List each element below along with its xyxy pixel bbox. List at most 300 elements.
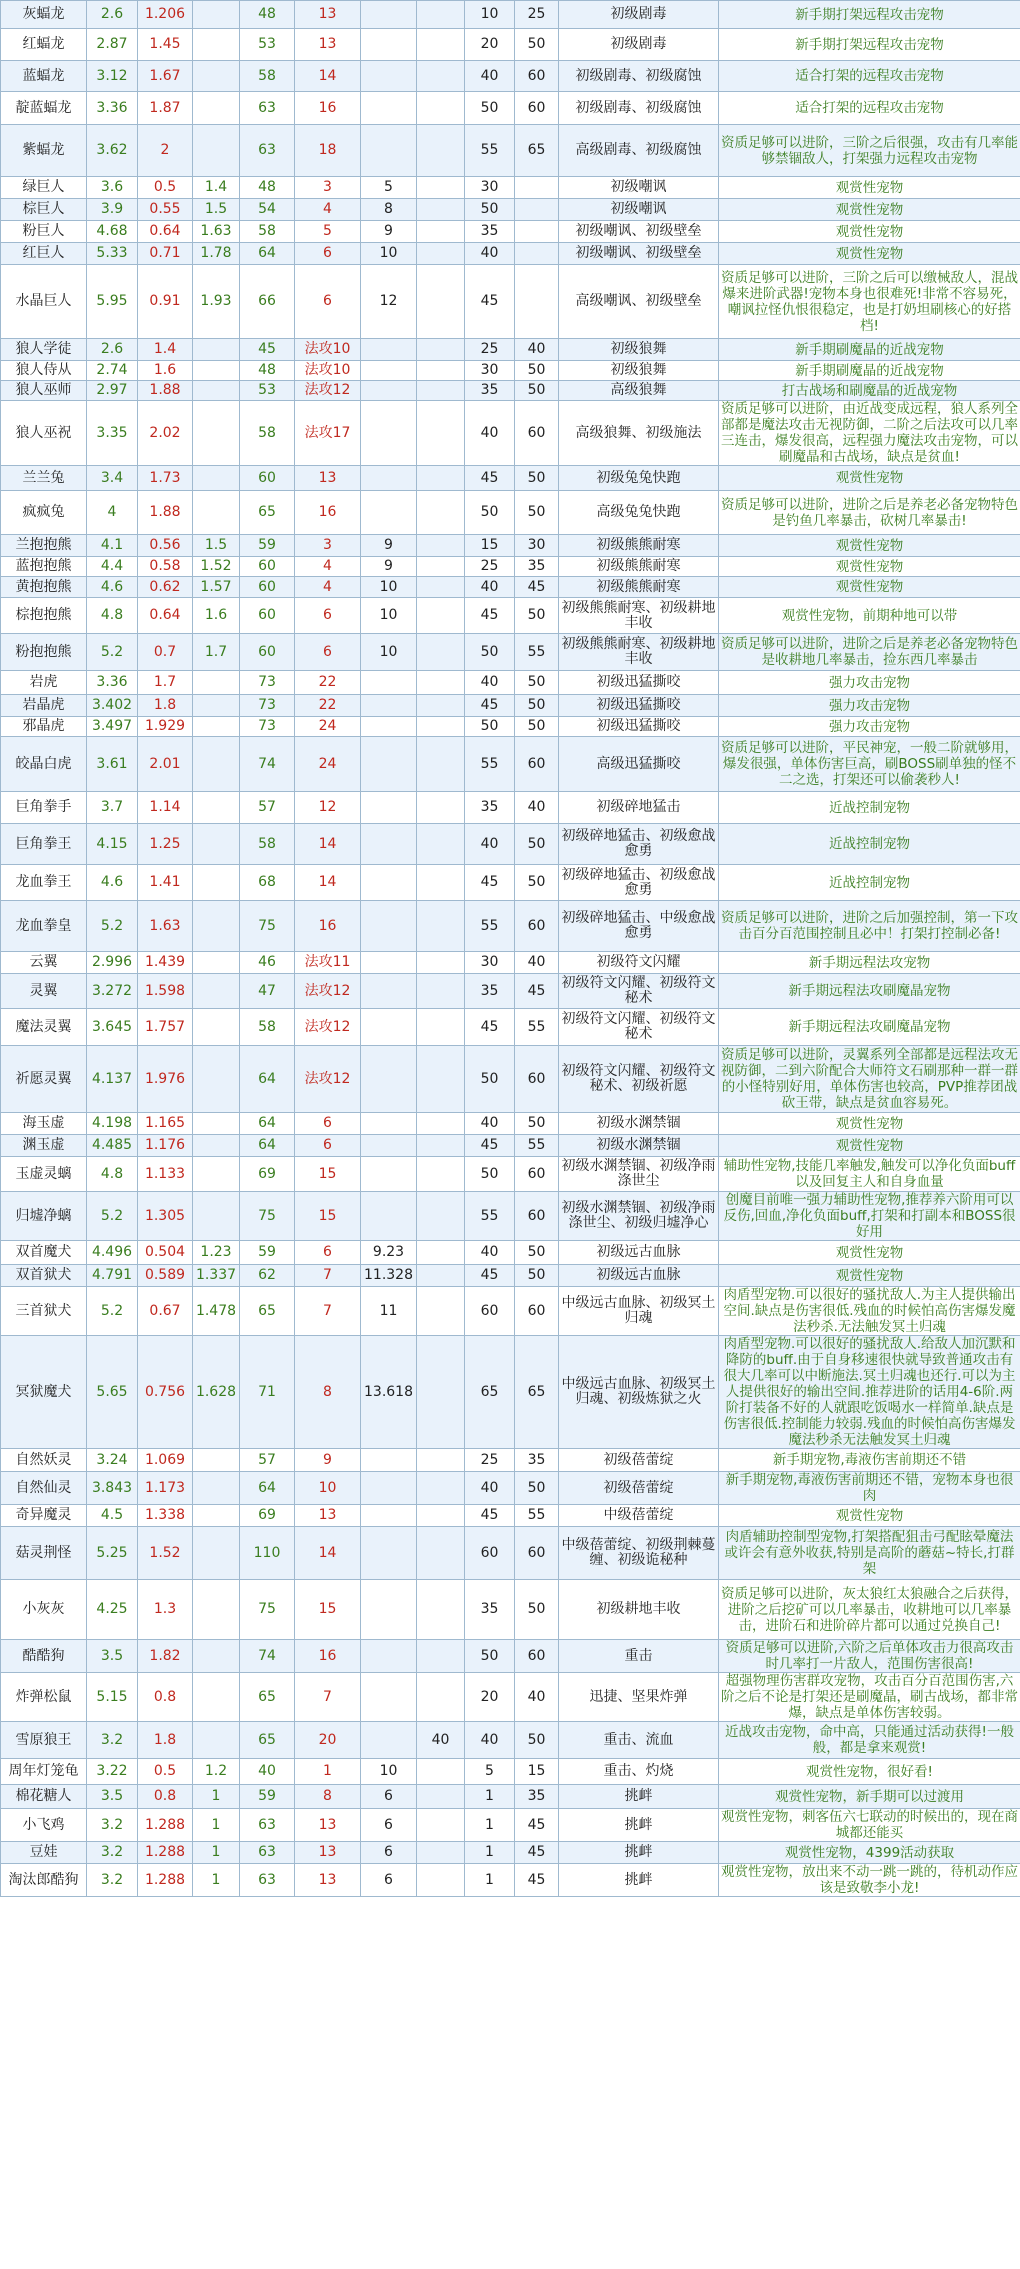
cell-name: 奇异魔灵	[1, 1505, 87, 1527]
cell-name: 三首狱犬	[1, 1287, 87, 1336]
cell-v1: 4.791	[87, 1265, 138, 1287]
cell-v8: 40	[465, 1472, 515, 1505]
cell-v6: 10	[361, 1759, 417, 1785]
cell-v9: 60	[515, 1192, 559, 1241]
cell-v5: 5	[295, 221, 361, 243]
cell-v5: 13	[295, 1842, 361, 1864]
cell-v9: 50	[515, 824, 559, 865]
cell-v3	[193, 901, 240, 952]
cell-v1: 3.843	[87, 1472, 138, 1505]
table-row	[1, 61, 1020, 92]
cell-v4: 75	[240, 1192, 295, 1241]
cell-v6	[361, 125, 417, 177]
cell-v3	[193, 671, 240, 695]
cell-v3	[193, 1009, 240, 1046]
cell-v9: 50	[515, 381, 559, 401]
cell-skill: 初级迅猛撕咬	[559, 671, 719, 695]
cell-v3: 1.52	[193, 557, 240, 577]
cell-note: 观赏性宠物	[719, 1113, 1020, 1135]
cell-v5: 6	[295, 243, 361, 265]
cell-note: 观赏性宠物	[719, 221, 1020, 243]
cell-v7	[417, 125, 465, 177]
cell-v6	[361, 1527, 417, 1580]
cell-v6	[361, 1449, 417, 1472]
cell-name: 粉巨人	[1, 221, 87, 243]
table-row	[1, 1009, 1020, 1046]
cell-v3	[193, 1527, 240, 1580]
cell-v3	[193, 29, 240, 61]
cell-v6	[361, 1722, 417, 1759]
cell-note: 观赏性宠物	[719, 1241, 1020, 1265]
cell-v4: 60	[240, 634, 295, 671]
cell-v2: 1.133	[138, 1157, 193, 1192]
cell-v2: 1.757	[138, 1009, 193, 1046]
cell-v2: 0.56	[138, 535, 193, 557]
cell-v7	[417, 1785, 465, 1809]
cell-v2: 0.5	[138, 1759, 193, 1785]
cell-v3: 1	[193, 1842, 240, 1864]
cell-v1: 3.5	[87, 1785, 138, 1809]
cell-v7	[417, 29, 465, 61]
cell-v6	[361, 466, 417, 491]
cell-skill: 初级符文闪耀、初级符文秘术	[559, 974, 719, 1009]
table-row	[1, 125, 1020, 177]
cell-v7	[417, 1864, 465, 1897]
table-row	[1, 1336, 1020, 1449]
cell-name: 粉抱抱熊	[1, 634, 87, 671]
cell-note: 观赏性宠物	[719, 1265, 1020, 1287]
cell-v3: 1	[193, 1864, 240, 1897]
cell-v5: 4	[295, 199, 361, 221]
cell-v5: 24	[295, 737, 361, 792]
cell-name: 小灰灰	[1, 1580, 87, 1640]
cell-v2: 0.8	[138, 1673, 193, 1722]
cell-v8: 25	[465, 339, 515, 361]
cell-v7	[417, 221, 465, 243]
cell-v7	[417, 265, 465, 339]
cell-v3	[193, 974, 240, 1009]
cell-v7	[417, 1265, 465, 1287]
cell-v5: 法攻12	[295, 1009, 361, 1046]
cell-v9: 60	[515, 737, 559, 792]
cell-v4: 71	[240, 1336, 295, 1449]
cell-v4: 46	[240, 952, 295, 974]
cell-v6	[361, 824, 417, 865]
cell-v7	[417, 491, 465, 535]
cell-v8: 1	[465, 1864, 515, 1897]
table-row	[1, 1192, 1020, 1241]
cell-v7	[417, 952, 465, 974]
cell-v3	[193, 466, 240, 491]
cell-v9	[515, 265, 559, 339]
cell-note: 资质足够可以进阶，灰太狼红太狼融合之后获得，进阶之后挖矿可以几率暴击，收耕地可以几率暴击，进阶石和进阶碎片都可以通过兑换自己!	[719, 1580, 1020, 1640]
cell-v6	[361, 29, 417, 61]
cell-v7	[417, 1287, 465, 1336]
cell-v5: 16	[295, 491, 361, 535]
table-row	[1, 361, 1020, 381]
cell-name: 豆娃	[1, 1842, 87, 1864]
cell-name: 棕抱抱熊	[1, 598, 87, 634]
cell-v4: 60	[240, 466, 295, 491]
cell-note: 资质足够可以进阶，三阶之后很强，攻击有几率能够禁锢敌人，打架强力远程攻击宠物	[719, 125, 1020, 177]
cell-v6: 6	[361, 1842, 417, 1864]
cell-v5: 13	[295, 1809, 361, 1842]
cell-v1: 3.2	[87, 1864, 138, 1897]
cell-v1: 5.65	[87, 1336, 138, 1449]
table-row	[1, 974, 1020, 1009]
cell-v9: 65	[515, 125, 559, 177]
cell-v2: 1.929	[138, 717, 193, 737]
table-row	[1, 1241, 1020, 1265]
cell-v1: 5.95	[87, 265, 138, 339]
cell-name: 双首狱犬	[1, 1265, 87, 1287]
cell-v5: 法攻12	[295, 974, 361, 1009]
cell-skill: 初级兔兔快跑	[559, 466, 719, 491]
cell-v4: 58	[240, 61, 295, 92]
cell-v7	[417, 1, 465, 29]
table-row	[1, 381, 1020, 401]
cell-v1: 3.402	[87, 695, 138, 717]
cell-v7	[417, 199, 465, 221]
cell-v4: 63	[240, 92, 295, 125]
cell-v2: 1.14	[138, 792, 193, 824]
cell-v8: 20	[465, 29, 515, 61]
cell-v4: 58	[240, 221, 295, 243]
cell-v1: 2.74	[87, 361, 138, 381]
cell-v6	[361, 1640, 417, 1673]
cell-v5: 4	[295, 557, 361, 577]
cell-v9	[515, 221, 559, 243]
cell-v8: 25	[465, 1449, 515, 1472]
cell-v1: 4.8	[87, 1157, 138, 1192]
cell-v6: 6	[361, 1809, 417, 1842]
cell-v6: 11.328	[361, 1265, 417, 1287]
table-row	[1, 671, 1020, 695]
cell-v8: 35	[465, 792, 515, 824]
cell-v5: 9	[295, 1449, 361, 1472]
cell-skill: 中级远古血脉、初级冥土归魂、初级炼狱之火	[559, 1336, 719, 1449]
cell-v3	[193, 491, 240, 535]
cell-v2: 0.589	[138, 1265, 193, 1287]
cell-note: 观赏性宠物	[719, 177, 1020, 199]
cell-v8: 1	[465, 1809, 515, 1842]
cell-v4: 68	[240, 865, 295, 901]
cell-v2: 0.67	[138, 1287, 193, 1336]
cell-v1: 4.137	[87, 1046, 138, 1113]
cell-v6	[361, 974, 417, 1009]
cell-v5: 16	[295, 901, 361, 952]
cell-v2: 1.8	[138, 1722, 193, 1759]
cell-v4: 58	[240, 824, 295, 865]
cell-v4: 64	[240, 243, 295, 265]
cell-name: 狼人巫祝	[1, 401, 87, 466]
cell-v7	[417, 1113, 465, 1135]
cell-v1: 4.6	[87, 577, 138, 598]
cell-v7	[417, 974, 465, 1009]
cell-v9: 50	[515, 1472, 559, 1505]
cell-v7	[417, 339, 465, 361]
cell-v7	[417, 1449, 465, 1472]
cell-v7	[417, 695, 465, 717]
cell-v7	[417, 381, 465, 401]
cell-v6: 8	[361, 199, 417, 221]
cell-v8: 40	[465, 61, 515, 92]
cell-v2: 0.64	[138, 598, 193, 634]
cell-v4: 110	[240, 1527, 295, 1580]
cell-note: 近战控制宠物	[719, 792, 1020, 824]
table-row	[1, 1527, 1020, 1580]
cell-skill: 初级水渊禁锢	[559, 1135, 719, 1157]
cell-v7	[417, 1192, 465, 1241]
cell-v5: 1	[295, 1759, 361, 1785]
cell-name: 龙血拳皇	[1, 901, 87, 952]
cell-v6	[361, 695, 417, 717]
cell-v5: 法攻10	[295, 361, 361, 381]
cell-v3	[193, 1157, 240, 1192]
cell-v4: 57	[240, 1449, 295, 1472]
cell-v5: 7	[295, 1265, 361, 1287]
cell-v1: 3.2	[87, 1842, 138, 1864]
cell-v4: 75	[240, 901, 295, 952]
cell-v4: 53	[240, 29, 295, 61]
cell-v5: 22	[295, 695, 361, 717]
table-row	[1, 29, 1020, 61]
cell-skill: 初级剧毒、初级腐蚀	[559, 61, 719, 92]
table-row	[1, 901, 1020, 952]
cell-v2: 0.756	[138, 1336, 193, 1449]
cell-name: 双首魔犬	[1, 1241, 87, 1265]
cell-v8: 35	[465, 1580, 515, 1640]
cell-note: 资质足够可以进阶，平民神宠，一般二阶就够用，爆发很强，单体伤害巨高，刷BOSS刷单独的怪不二之选，打架还可以偷袭秒人!	[719, 737, 1020, 792]
cell-v6	[361, 1, 417, 29]
cell-v5: 22	[295, 671, 361, 695]
cell-v1: 5.25	[87, 1527, 138, 1580]
cell-v1: 3.2	[87, 1722, 138, 1759]
cell-v3: 1.337	[193, 1265, 240, 1287]
cell-name: 黄抱抱熊	[1, 577, 87, 598]
table-row	[1, 1785, 1020, 1809]
cell-v7	[417, 1046, 465, 1113]
cell-v7	[417, 1135, 465, 1157]
table-row	[1, 177, 1020, 199]
cell-v6: 9.23	[361, 1241, 417, 1265]
table-row	[1, 1157, 1020, 1192]
cell-v6	[361, 1046, 417, 1113]
cell-v8: 40	[465, 1241, 515, 1265]
cell-v2: 0.71	[138, 243, 193, 265]
cell-v7	[417, 535, 465, 557]
cell-v8: 45	[465, 598, 515, 634]
cell-v9: 30	[515, 535, 559, 557]
table-row	[1, 1113, 1020, 1135]
cell-v4: 64	[240, 1046, 295, 1113]
cell-v9: 45	[515, 1842, 559, 1864]
cell-v7	[417, 243, 465, 265]
cell-v9: 45	[515, 1864, 559, 1897]
cell-v1: 4.4	[87, 557, 138, 577]
cell-skill: 初级迅猛撕咬	[559, 695, 719, 717]
cell-v2: 1.976	[138, 1046, 193, 1113]
cell-v5: 6	[295, 634, 361, 671]
cell-v1: 3.6	[87, 177, 138, 199]
cell-note: 新手期宠物,毒液伤害前期还不错，宠物本身也很肉	[719, 1472, 1020, 1505]
cell-v3	[193, 695, 240, 717]
cell-skill: 初级符文闪耀、初级符文秘术、初级祈愿	[559, 1046, 719, 1113]
table-row	[1, 1135, 1020, 1157]
cell-v6: 9	[361, 557, 417, 577]
cell-v2: 0.91	[138, 265, 193, 339]
cell-name: 冥狱魔犬	[1, 1336, 87, 1449]
cell-v5: 12	[295, 792, 361, 824]
cell-skill: 中级远古血脉、初级冥土归魂	[559, 1287, 719, 1336]
cell-v5: 13	[295, 466, 361, 491]
cell-v1: 3.61	[87, 737, 138, 792]
cell-v2: 1.598	[138, 974, 193, 1009]
cell-skill: 初级剧毒、初级腐蚀	[559, 92, 719, 125]
cell-v1: 3.2	[87, 1809, 138, 1842]
cell-v6	[361, 361, 417, 381]
cell-v9: 40	[515, 792, 559, 824]
cell-v4: 73	[240, 717, 295, 737]
cell-v2: 0.504	[138, 1241, 193, 1265]
cell-v7	[417, 1472, 465, 1505]
cell-v9: 55	[515, 1135, 559, 1157]
cell-v8: 50	[465, 634, 515, 671]
cell-v3	[193, 1192, 240, 1241]
cell-v3	[193, 1113, 240, 1135]
cell-name: 巨角拳手	[1, 792, 87, 824]
cell-v2: 1.8	[138, 695, 193, 717]
cell-v8: 35	[465, 974, 515, 1009]
cell-v5: 15	[295, 1157, 361, 1192]
cell-v1: 3.5	[87, 1640, 138, 1673]
cell-v8: 50	[465, 717, 515, 737]
cell-skill: 初级嘲讽、初级壁垒	[559, 221, 719, 243]
cell-v1: 4.198	[87, 1113, 138, 1135]
cell-v5: 3	[295, 535, 361, 557]
cell-v5: 法攻10	[295, 339, 361, 361]
cell-v5: 6	[295, 1135, 361, 1157]
cell-v3: 1.628	[193, 1336, 240, 1449]
cell-v1: 3.62	[87, 125, 138, 177]
cell-note: 观赏性宠物，刺客伍六七联动的时候出的，现在商城都还能买	[719, 1809, 1020, 1842]
cell-skill: 高级嘲讽、初级壁垒	[559, 265, 719, 339]
cell-v3: 1.78	[193, 243, 240, 265]
cell-note: 观赏性宠物，新手期可以过渡用	[719, 1785, 1020, 1809]
cell-v8: 40	[465, 1113, 515, 1135]
cell-v3	[193, 1, 240, 29]
cell-note: 观赏性宠物	[719, 243, 1020, 265]
cell-v3	[193, 361, 240, 381]
cell-v2: 1.069	[138, 1449, 193, 1472]
cell-note: 创魔目前唯一强力辅助性宠物,推荐养六阶用可以反伤,回血,净化负面buff,打架和打副本和BOSS很好用	[719, 1192, 1020, 1241]
table-row	[1, 634, 1020, 671]
cell-v6	[361, 92, 417, 125]
cell-skill: 初级符文闪耀、初级符文秘术	[559, 1009, 719, 1046]
table-row	[1, 1673, 1020, 1722]
cell-v8: 40	[465, 671, 515, 695]
cell-v6	[361, 491, 417, 535]
cell-v6: 6	[361, 1785, 417, 1809]
cell-v5: 16	[295, 92, 361, 125]
cell-note: 观赏性宠物	[719, 535, 1020, 557]
cell-v5: 15	[295, 1192, 361, 1241]
cell-skill: 挑衅	[559, 1809, 719, 1842]
cell-v7	[417, 361, 465, 381]
cell-note: 观赏性宠物，4399活动获取	[719, 1842, 1020, 1864]
cell-v9: 50	[515, 1241, 559, 1265]
cell-v9: 60	[515, 61, 559, 92]
cell-name: 狼人学徒	[1, 339, 87, 361]
cell-v7: 40	[417, 1722, 465, 1759]
cell-v1: 4.68	[87, 221, 138, 243]
cell-name: 兰兰兔	[1, 466, 87, 491]
cell-name: 红蝠龙	[1, 29, 87, 61]
cell-name: 渊玉虚	[1, 1135, 87, 1157]
cell-v4: 48	[240, 1, 295, 29]
cell-v8: 15	[465, 535, 515, 557]
cell-v2: 1.305	[138, 1192, 193, 1241]
table-row	[1, 792, 1020, 824]
cell-v4: 53	[240, 381, 295, 401]
cell-skill: 初级远古血脉	[559, 1265, 719, 1287]
table-row	[1, 466, 1020, 491]
cell-v9: 50	[515, 1265, 559, 1287]
cell-v9: 50	[515, 466, 559, 491]
cell-v7	[417, 824, 465, 865]
cell-skill: 迅捷、坚果炸弹	[559, 1673, 719, 1722]
cell-v6	[361, 671, 417, 695]
cell-name: 灰蝠龙	[1, 1, 87, 29]
cell-v9: 50	[515, 671, 559, 695]
cell-v6: 12	[361, 265, 417, 339]
cell-note: 打古战场和刷魔晶的近战宠物	[719, 381, 1020, 401]
cell-note: 近战控制宠物	[719, 824, 1020, 865]
cell-v3: 1.478	[193, 1287, 240, 1336]
cell-v6: 9	[361, 535, 417, 557]
cell-note: 观赏性宠物，放出来不动一跳一跳的，待机动作应该是致敬李小龙!	[719, 1864, 1020, 1897]
cell-v6	[361, 792, 417, 824]
cell-v8: 55	[465, 125, 515, 177]
cell-v5: 3	[295, 177, 361, 199]
cell-v3: 1.4	[193, 177, 240, 199]
cell-v6: 10	[361, 243, 417, 265]
table-row	[1, 737, 1020, 792]
cell-note: 强力攻击宠物	[719, 671, 1020, 695]
cell-v1: 5.2	[87, 1192, 138, 1241]
cell-v1: 3.497	[87, 717, 138, 737]
cell-v7	[417, 557, 465, 577]
cell-v9: 65	[515, 1336, 559, 1449]
cell-v8: 20	[465, 1673, 515, 1722]
cell-v7	[417, 634, 465, 671]
table-row	[1, 598, 1020, 634]
cell-v2: 1.6	[138, 361, 193, 381]
cell-v9: 50	[515, 695, 559, 717]
cell-v6	[361, 381, 417, 401]
cell-v8: 40	[465, 577, 515, 598]
table-row	[1, 339, 1020, 361]
cell-name: 灵翼	[1, 974, 87, 1009]
cell-v8: 50	[465, 1157, 515, 1192]
cell-v7	[417, 865, 465, 901]
cell-v5: 15	[295, 1580, 361, 1640]
cell-v4: 45	[240, 339, 295, 361]
cell-v9: 60	[515, 1157, 559, 1192]
cell-note: 观赏性宠物	[719, 557, 1020, 577]
table-row	[1, 1, 1020, 29]
cell-v2: 1.88	[138, 491, 193, 535]
